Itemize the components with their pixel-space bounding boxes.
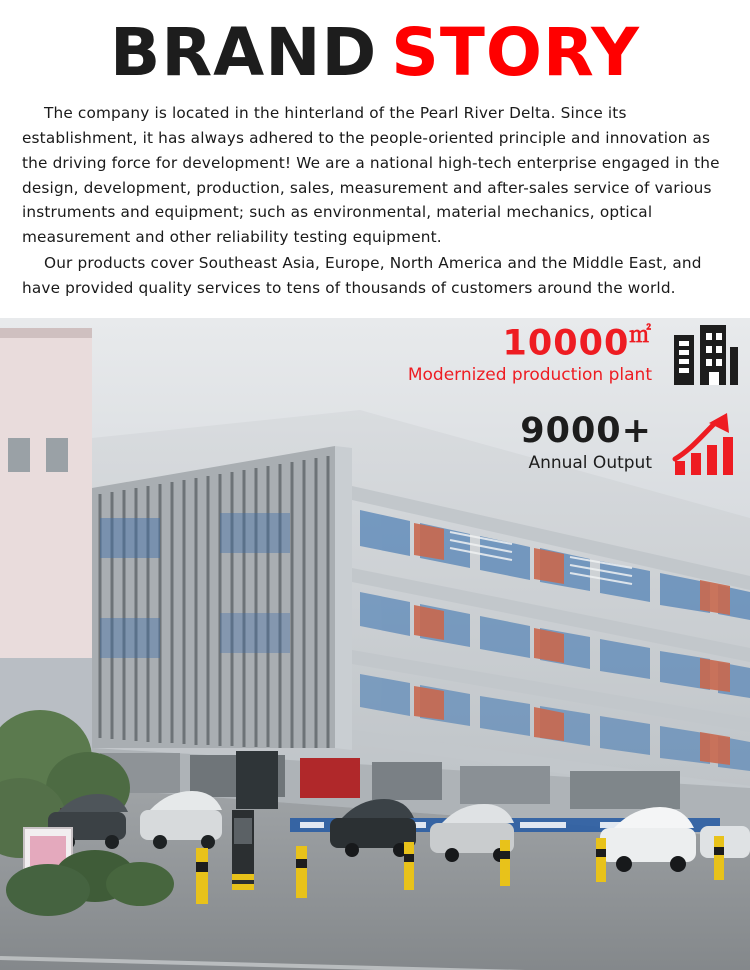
stat-plant-area-unit: ㎡ (629, 322, 652, 348)
copy-paragraph-2: Our products cover Southeast Asia, Europe, North America and the Middle East, and have provided quality services to tens of thousands of customers around the world. (22, 253, 702, 297)
stat-plant-area-caption: Modernized production plant (407, 365, 652, 386)
stat-annual-output-value: 9000+ (520, 411, 652, 452)
brand-story-copy (0, 87, 750, 300)
factory-building-icon (668, 320, 742, 392)
copy-paragraph-1: The company is located in the hinterland of the Pearl River Delta. Since its establishment, it has always adhered to the people-oriented principle and innovation as the driving force for development! We are a national high-tech enterprise engaged in the design, development, production, sales, measurement and after-sales service of various instruments and equipment; such as environmental, material mechanics, optical measurement and other reliability testing equipment. (22, 104, 720, 247)
stat-annual-output (330, 408, 742, 480)
stat-plant-area-value (330, 322, 652, 364)
stat-annual-output-texts (330, 413, 668, 475)
stat-annual-output-caption: Annual Output (528, 452, 652, 473)
stat-plant-area (330, 320, 742, 392)
page-title (0, 0, 750, 91)
title-word-brand: BRAND (110, 14, 378, 91)
stats-overlay (330, 320, 742, 490)
stat-plant-area-texts (330, 322, 668, 387)
growth-bar-chart-icon (668, 408, 742, 480)
title-word-story: STORY (391, 14, 640, 91)
stat-plant-area-number: 10000 (502, 323, 630, 364)
